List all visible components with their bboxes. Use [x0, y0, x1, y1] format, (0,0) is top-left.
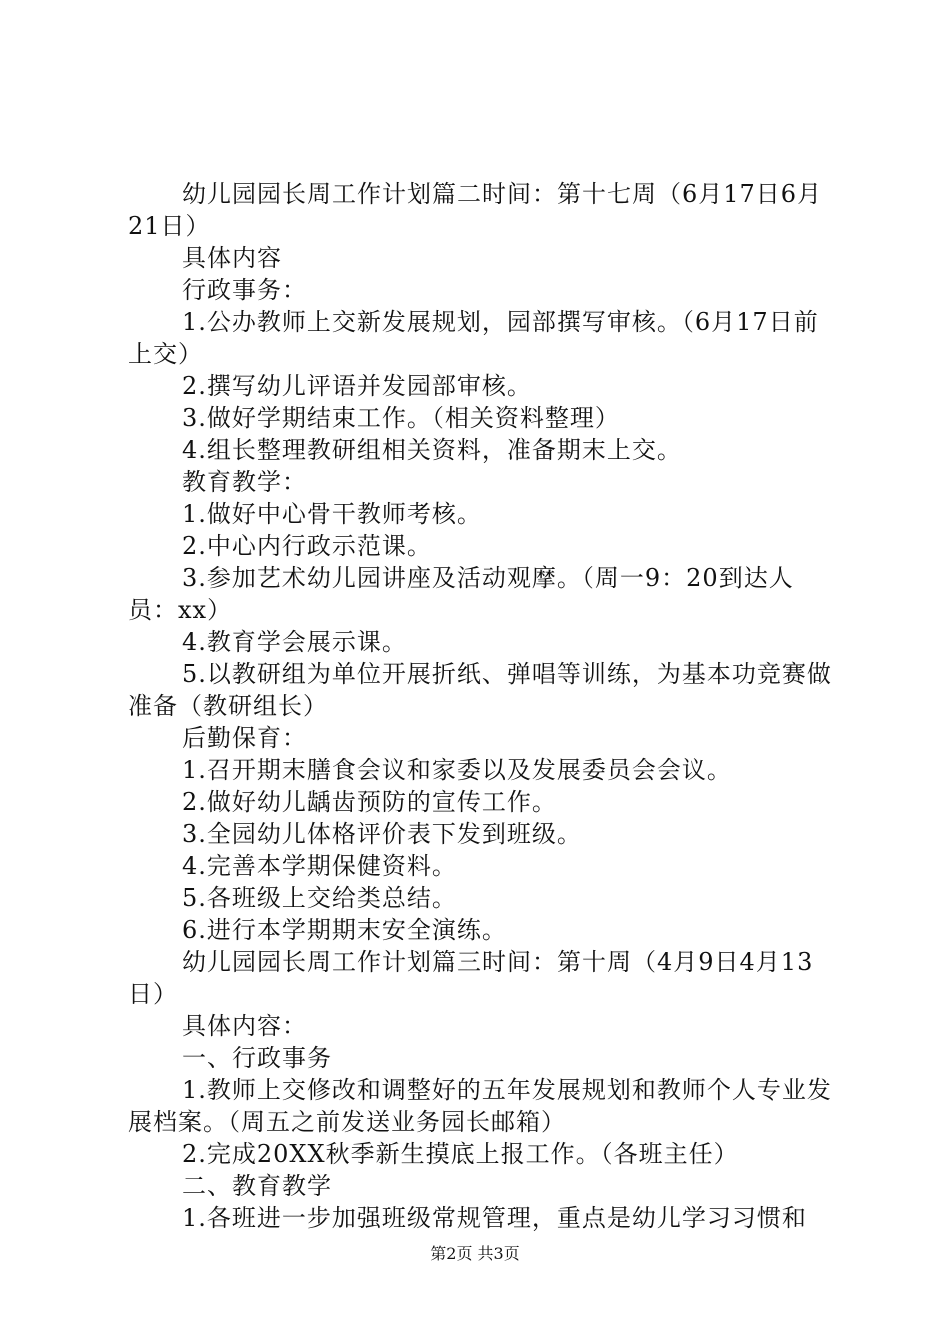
page-footer: 第2页 共3页	[430, 1244, 520, 1263]
paragraph: 1.公办教师上交新发展规划，园部撰写审核。（6月17日前上交）	[128, 308, 819, 368]
paragraph: 1.各班进一步加强班级常规管理，重点是幼儿学习习惯和	[182, 1204, 807, 1232]
paragraph: 1.召开期末膳食会议和家委以及发展委员会会议。	[182, 756, 732, 784]
paragraph: 6.进行本学期期末安全演练。	[182, 916, 507, 944]
paragraph: 一、行政事务	[182, 1044, 332, 1072]
paragraph: 4.组长整理教研组相关资料，准备期末上交。	[182, 436, 682, 464]
paragraph: 具体内容：	[182, 1012, 307, 1040]
paragraph: 具体内容	[182, 244, 282, 272]
paragraph: 1.教师上交修改和调整好的五年发展规划和教师个人专业发展档案。（周五之前发送业务园长邮箱）	[128, 1076, 832, 1136]
paragraph: 4.完善本学期保健资料。	[182, 852, 457, 880]
paragraph: 3.做好学期结束工作。（相关资料整理）	[182, 404, 620, 432]
paragraph: 幼儿园园长周工作计划篇二时间：第十七周（6月17日6月21日）	[128, 180, 823, 240]
paragraph: 教育教学：	[182, 468, 307, 496]
document-body	[128, 178, 833, 1234]
paragraph: 幼儿园园长周工作计划篇三时间：第十周（4月9日4月13日）	[128, 948, 814, 1008]
paragraph: 1.做好中心骨干教师考核。	[182, 500, 482, 528]
paragraph: 2.做好幼儿龋齿预防的宣传工作。	[182, 788, 557, 816]
paragraph: 二、教育教学	[182, 1172, 332, 1200]
paragraph: 5.以教研组为单位开展折纸、弹唱等训练，为基本功竞赛做准备（教研组长）	[128, 660, 832, 720]
paragraph: 2.中心内行政示范课。	[182, 532, 432, 560]
paragraph: 3.全园幼儿体格评价表下发到班级。	[182, 820, 582, 848]
paragraph: 后勤保育：	[182, 724, 307, 752]
paragraph: 2.撰写幼儿评语并发园部审核。	[182, 372, 532, 400]
paragraph: 2.完成20XX秋季新生摸底上报工作。（各班主任）	[182, 1140, 739, 1168]
paragraph: 4.教育学会展示课。	[182, 628, 407, 656]
paragraph: 行政事务：	[182, 276, 307, 304]
paragraph: 3.参加艺术幼儿园讲座及活动观摩。（周一9：20到达人员：xx）	[128, 564, 794, 624]
paragraph: 5.各班级上交给类总结。	[182, 884, 457, 912]
